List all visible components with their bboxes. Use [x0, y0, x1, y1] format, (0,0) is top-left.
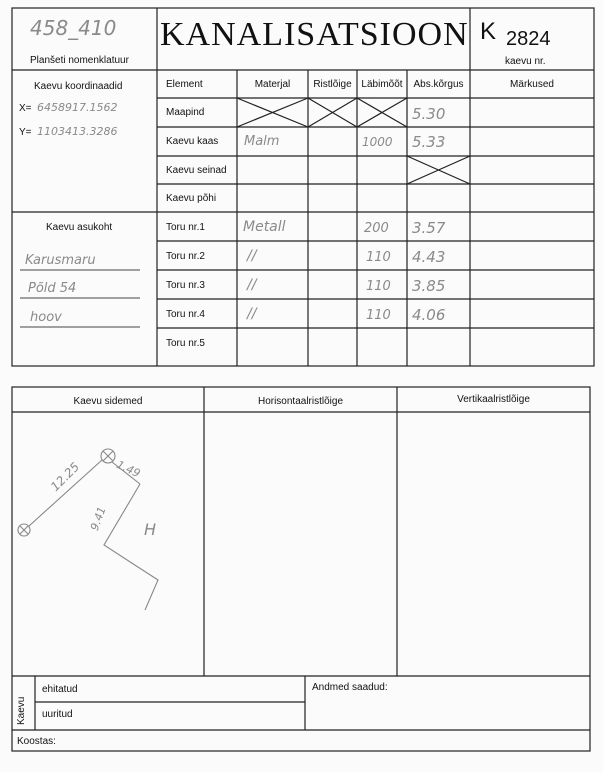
sheet-nomenclature-value: 458_410: [30, 16, 117, 40]
well-prefix: K: [480, 18, 497, 45]
well-number-label: kaevu nr.: [505, 56, 546, 67]
data-received-label: Andmed saadud:: [312, 682, 388, 693]
y-value: 1103413.3286: [37, 125, 118, 138]
row-element: Kaevu põhi: [166, 193, 217, 204]
y-label: Y=: [19, 127, 32, 138]
row-diameter: 1000: [362, 135, 393, 149]
row-material: //: [247, 306, 257, 322]
row-element: Maapind: [166, 107, 205, 118]
row-element: Toru nr.2: [166, 251, 205, 262]
col-header-material: Materjal: [254, 79, 291, 90]
page-title: KANALISATSIOON: [160, 16, 469, 53]
col-header-abs-height: Abs.kõrgus: [413, 79, 464, 90]
well-number: 2824: [506, 28, 551, 50]
row-material: Metall: [243, 219, 286, 235]
row-diameter: 110: [366, 279, 391, 294]
row-element: Kaevu seinad: [166, 165, 227, 176]
row-diameter: 200: [364, 221, 389, 236]
kaevu-side-label: Kaevu: [16, 696, 27, 725]
row-element: Toru nr.3: [166, 280, 205, 291]
row-abs-height: 5.30: [412, 105, 446, 123]
sketch-distance-b: 1.49: [114, 458, 143, 481]
vertical-section-heading: Vertikaalristlõige: [457, 394, 530, 405]
col-header-element: Element: [166, 79, 203, 90]
col-header-notes: Märkused: [510, 79, 554, 90]
surveyed-label: uuritud: [42, 709, 73, 720]
location-line-1: Karusmaru: [25, 253, 96, 268]
x-label: X=: [19, 103, 32, 114]
sheet-nomenclature-label: Planšeti nomenklatuur: [30, 55, 129, 66]
row-abs-height: 4.43: [412, 248, 446, 266]
x-value: 6458917.1562: [37, 101, 118, 114]
connections-heading: Kaevu sidemed: [73, 396, 143, 407]
col-header-cross-section: Ristlõige: [313, 79, 352, 90]
row-abs-height: 5.33: [412, 133, 446, 151]
location-line-2: Põld 54: [28, 281, 77, 296]
col-header-diameter: Läbimõõt: [361, 79, 403, 90]
compiled-by-label: Koostas:: [17, 736, 56, 747]
row-material: //: [247, 248, 257, 264]
row-material: //: [247, 277, 257, 293]
row-element: Toru nr.1: [166, 222, 205, 233]
sketch-distance-c: 9.41: [88, 504, 109, 533]
built-label: ehitatud: [42, 684, 78, 695]
row-element: Toru nr.5: [166, 338, 205, 349]
row-abs-height: 4.06: [412, 306, 446, 324]
sketch-distance-a: 12.25: [48, 459, 83, 494]
coordinates-heading: Kaevu koordinaadid: [34, 81, 123, 92]
sketch-mark: H: [144, 520, 157, 539]
row-material: Malm: [244, 134, 280, 149]
horizontal-section-heading: Horisontaalristlõige: [257, 396, 344, 407]
row-abs-height: 3.57: [412, 219, 446, 237]
row-diameter: 110: [366, 308, 391, 323]
location-line-3: hoov: [30, 310, 62, 325]
row-element: Toru nr.4: [166, 309, 205, 320]
row-element: Kaevu kaas: [166, 136, 219, 147]
row-abs-height: 3.85: [412, 277, 446, 295]
row-diameter: 110: [366, 250, 391, 265]
location-heading: Kaevu asukoht: [46, 222, 113, 233]
